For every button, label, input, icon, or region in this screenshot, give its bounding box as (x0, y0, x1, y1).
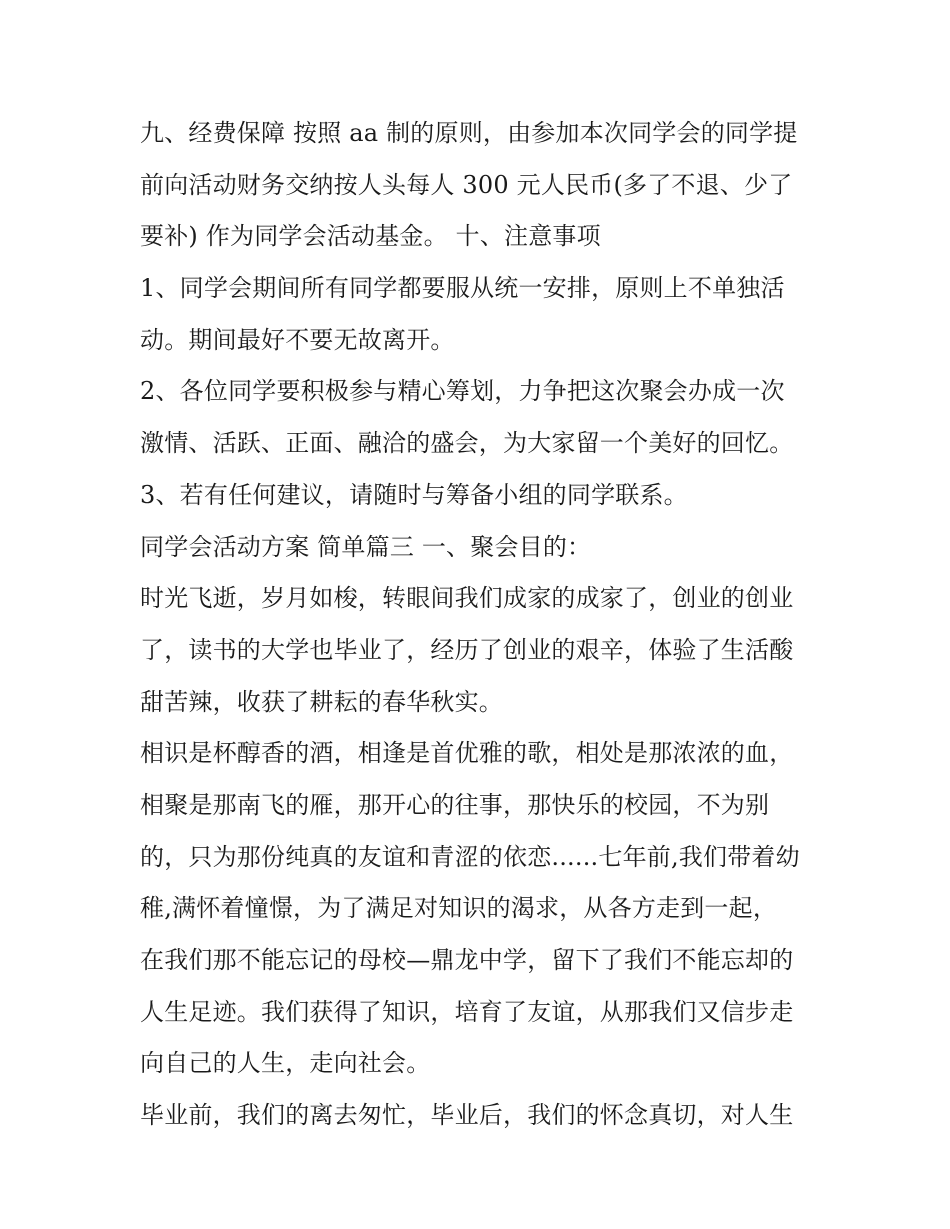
text-line: 时光飞逝，岁月如梭，转眼间我们成家的成家了，创业的创业 (140, 584, 794, 613)
text-line: 相识是杯醇香的酒，相逢是首优雅的歌，相处是那浓浓的血， (140, 739, 794, 768)
text-line: 人生足迹。我们获得了知识，培育了友谊，从那我们又信步走 (140, 997, 794, 1026)
text-line: 了，读书的大学也毕业了，经历了创业的艰辛，体验了生活酸 (140, 635, 794, 664)
text-line: 稚,满怀着憧憬，为了满足对知识的渴求，从各方走到一起， (140, 894, 778, 923)
text-line: 在我们那不能忘记的母校—鼎龙中学，留下了我们不能忘却的 (140, 946, 794, 974)
section-heading: 同学会活动方案 简单篇三 一、聚会目的： (140, 532, 592, 561)
text-line: 激情、活跃、正面、融洽的盛会，为大家留一个美好的回忆。 (140, 429, 794, 458)
text-line: 向自己的人生，走向社会。 (140, 1049, 431, 1078)
text-line: 2、各位同学要积极参与精心筹划，力争把这次聚会办成一次 (140, 377, 785, 406)
text-line: 毕业前，我们的离去匆忙，毕业后，我们的怀念真切，对人生 (140, 1101, 794, 1130)
document-body (140, 108, 830, 1142)
text-line: 的，只为那份纯真的友谊和青涩的依恋......七年前,我们带着幼 (140, 842, 800, 871)
text-line: 3、若有任何建议，请随时与筹备小组的同学联系。 (140, 480, 688, 509)
text-line: 1、同学会期间所有同学都要服从统一安排，原则上不单独活 (140, 274, 785, 303)
text-line: 动。期间最好不要无故离开。 (140, 325, 455, 354)
text-line: 相聚是那南飞的雁，那开心的往事，那快乐的校园，不为别 (140, 790, 770, 819)
text-line: 前向活动财务交纳按人头每人 300 元人民币(多了不退、少了 (140, 170, 793, 199)
text-line: 要补) 作为同学会活动基金。 十、注意事项 (140, 222, 601, 251)
text-line: 甜苦辣，收获了耕耘的春华秋实。 (140, 687, 503, 716)
text-line: 九、经费保障 按照 aa 制的原则，由参加本次同学会的同学提 (140, 119, 798, 147)
